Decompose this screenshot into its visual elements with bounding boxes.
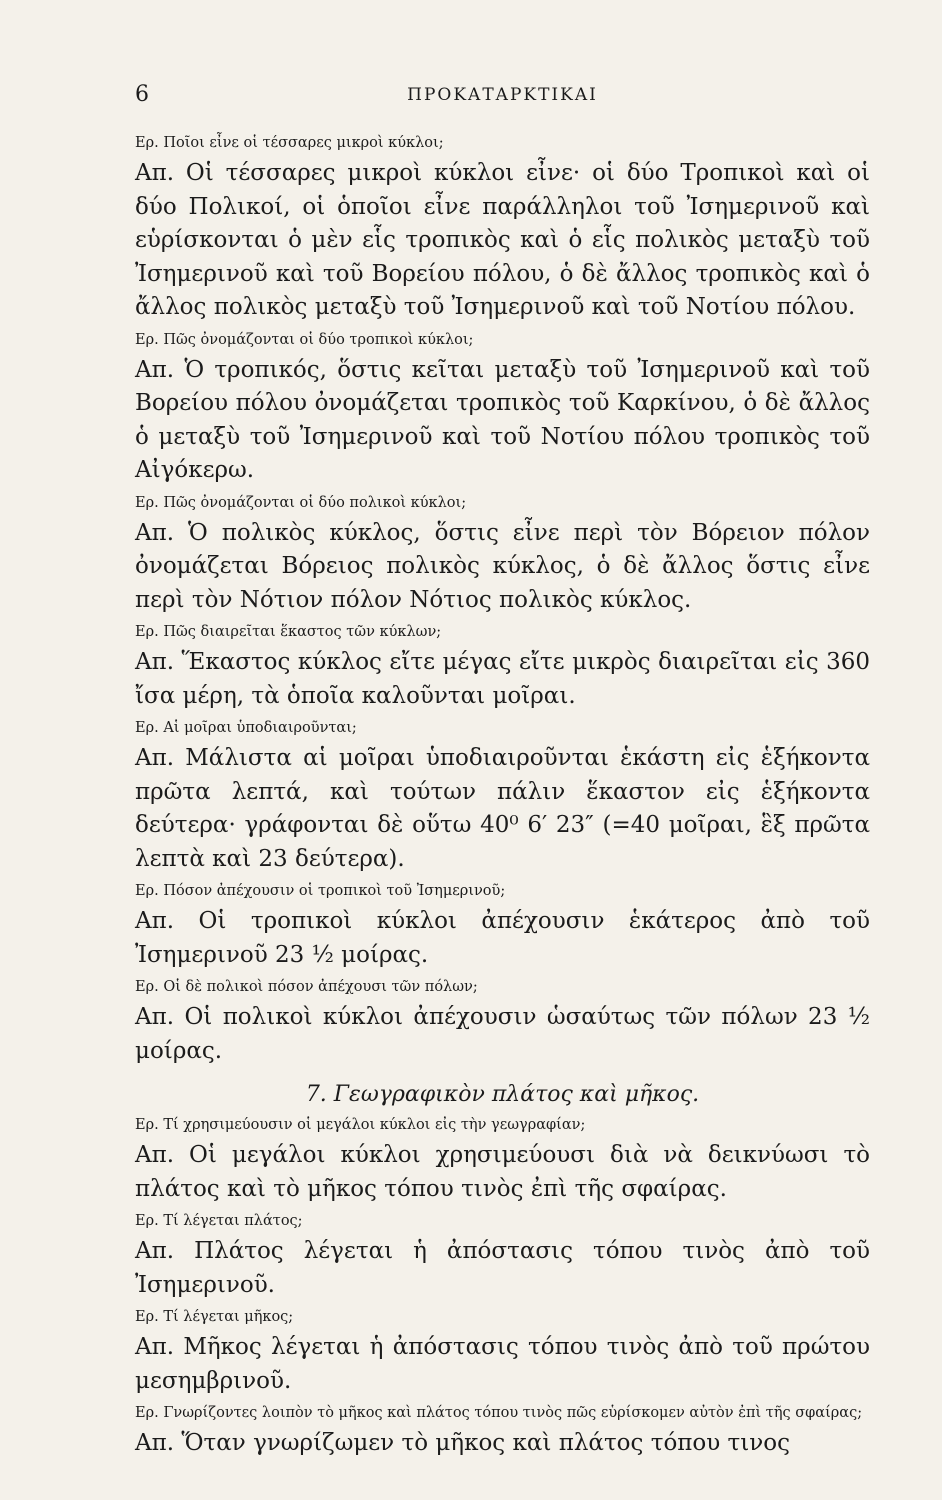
question: [135, 881, 870, 901]
running-head: ΠΡΟΚΑΤΑΡΚΤΙΚΑΙ: [407, 85, 598, 105]
answer: [135, 517, 870, 618]
question-label: Ερ.: [135, 883, 159, 899]
question-text: Αἱ μοῖραι ὑποδιαιροῦνται;: [163, 720, 357, 736]
answer-text: Οἱ τέσσαρες μικροὶ κύκλοι εἶνε· οἱ δύο Τροπικοὶ καὶ οἱ δύο Πολικοί, οἱ ὁποῖοι εἶνε παράλληλοι τοῦ Ἰσημερινοῦ καὶ εὑρίσκονται ὁ μὲν εἷς τροπικὸς καὶ ὁ εἷς πολικὸς μεταξὺ τοῦ Ἰσημερινοῦ καὶ τοῦ Βορείου πόλου, ὁ δὲ ἄλλος τροπικὸς καὶ ὁ ἄλλος πολικὸς μεταξὺ τοῦ Ἰσημερινοῦ καὶ τοῦ Νοτίου πόλου.: [135, 160, 870, 320]
answer-label: Απ.: [135, 356, 175, 383]
answer: [135, 1235, 870, 1302]
answer-text: Οἱ τροπικοὶ κύκλοι ἀπέχουσιν ἑκάτερος ἀπὸ τοῦ Ἰσημερινοῦ 23 ½ μοίρας.: [135, 908, 870, 968]
answer: [135, 1331, 870, 1398]
page-number: 6: [135, 82, 149, 107]
answer-label: Απ.: [135, 1004, 175, 1030]
question-label: Ερ.: [135, 1405, 159, 1421]
question-label: Ερ.: [135, 1213, 159, 1229]
question-text: Τί λέγεται πλάτος;: [163, 1213, 303, 1229]
question-label: Ερ.: [135, 720, 159, 736]
question-text: Πῶς ὀνομάζονται οἱ δύο πολικοὶ κύκλοι;: [163, 494, 467, 511]
answer: [135, 354, 870, 488]
answer-text: Ὅταν γνωρίζωμεν τὸ μῆκος καὶ πλάτος τόπου τινος: [181, 1430, 791, 1456]
answer-text: Ὁ τροπικός, ὅστις κεῖται μεταξὺ τοῦ Ἰσημερινοῦ καὶ τοῦ Βορείου πόλου ὀνομάζεται τροπικὸς τοῦ Καρκίνου, ὁ δὲ ἄλλος ὁ μεταξὺ τοῦ Ἰσημερινοῦ καὶ τοῦ Νοτίου πόλου τροπικὸς τοῦ Αἰγόκερω.: [135, 356, 870, 483]
question-text: Τί χρησιμεύουσιν οἱ μεγάλοι κύκλοι εἰς τὴν γεωγραφίαν;: [163, 1117, 586, 1133]
answer-text: Οἱ μεγάλοι κύκλοι χρησιμεύουσι διὰ νὰ δεικνύωσι τὸ πλάτος καὶ τὸ μῆκος τόπου τινὸς ἐπὶ τῆς σφαίρας.: [135, 1142, 871, 1202]
answer-label: Απ.: [135, 1430, 175, 1456]
answer: [135, 1001, 870, 1068]
question: [135, 622, 870, 642]
question: [135, 330, 870, 350]
answer-text: Οἱ πολικοὶ κύκλοι ἀπέχουσιν ὡσαύτως τῶν πόλων 23 ½ μοίρας.: [135, 1004, 870, 1064]
question: [135, 133, 870, 153]
question-text: Πῶς ὀνομάζονται οἱ δύο τροπικοὶ κύκλοι;: [163, 331, 474, 348]
question: [135, 718, 870, 738]
question-text: Ποῖοι εἶνε οἱ τέσσαρες μικροὶ κύκλοι;: [163, 135, 444, 151]
answer: [135, 905, 870, 972]
answer-text: Ὁ πολικὸς κύκλος, ὅστις εἶνε περὶ τὸν Βόρειον πόλον ὀνομάζεται Βόρειος πολικὸς κύκλος, ὁ δὲ ἄλλος ὅστις εἶνε περὶ τὸν Νότιον πόλον Νότιος πολικὸς κύκλος.: [135, 519, 871, 613]
page-body: [135, 128, 870, 1461]
question: [135, 1115, 870, 1135]
question-text: Οἱ δὲ πολικοὶ πόσον ἀπέχουσι τῶν πόλων;: [163, 979, 478, 995]
answer-text: Ἕκαστος κύκλος εἴτε μέγας εἴτε μικρὸς διαιρεῖται εἰς 360 ἴσα μέρη, τὰ ὁποῖα καλοῦνται μοῖραι.: [135, 649, 870, 709]
answer-label: Απ.: [135, 1334, 175, 1360]
answer-text: Μῆκος λέγεται ἡ ἀπόστασις τόπου τινὸς ἀπὸ τοῦ πρώτου μεσημβρινοῦ.: [135, 1334, 870, 1394]
question: [135, 1403, 870, 1423]
question-label: Ερ.: [135, 331, 159, 348]
section-heading-text: 7. Γεωγραφικὸν πλάτος καὶ μῆκος.: [305, 1082, 700, 1107]
question-text: Τί λέγεται μῆκος;: [163, 1309, 294, 1325]
answer-text: Μάλιστα αἱ μοῖραι ὑποδιαιροῦνται ἑκάστη εἰς ἑξήκοντα πρῶτα λεπτά, καὶ τούτων πάλιν ἕκαστον εἰς ἑξήκοντα δεύτερα· γράφονται δὲ οὕτω 40⁰ 6′ 23″ (=40 μοῖραι, ἓξ πρῶτα λεπτὰ καὶ 23 δεύτερα).: [135, 745, 870, 872]
question-text: Γνωρίζοντες λοιπὸν τὸ μῆκος καὶ πλάτος τόπου τινὸς πῶς εὑρίσκομεν αὐτὸν ἐπὶ τῆς σφαίρας;: [163, 1405, 863, 1421]
page-header: [135, 82, 870, 112]
question: [135, 493, 870, 513]
question-label: Ερ.: [135, 1117, 159, 1133]
question-label: Ερ.: [135, 624, 159, 640]
answer: [135, 742, 870, 876]
question-text: Πῶς διαιρεῖται ἕκαστος τῶν κύκλων;: [163, 624, 442, 640]
section-heading: [135, 1082, 870, 1107]
answer-text: Πλάτος λέγεται ἡ ἀπόστασις τόπου τινὸς ἀπὸ τοῦ Ἰσημερινοῦ.: [135, 1238, 871, 1298]
question: [135, 977, 870, 997]
question: [135, 1211, 870, 1231]
answer: [135, 157, 870, 325]
answer: [135, 1427, 870, 1461]
answer: [135, 646, 870, 713]
question-label: Ερ.: [135, 979, 159, 995]
answer-label: Απ.: [135, 519, 175, 546]
answer-label: Απ.: [135, 649, 175, 675]
question-label: Ερ.: [135, 1309, 159, 1325]
answer-label: Απ.: [135, 1238, 175, 1264]
answer: [135, 1139, 870, 1206]
question-label: Ερ.: [135, 135, 159, 151]
question-text: Πόσον ἀπέχουσιν οἱ τροπικοὶ τοῦ Ἰσημερινοῦ;: [163, 883, 506, 899]
answer-label: Απ.: [135, 160, 175, 186]
answer-label: Απ.: [135, 745, 175, 771]
answer-label: Απ.: [135, 1142, 175, 1168]
question-label: Ερ.: [135, 494, 159, 511]
question: [135, 1307, 870, 1327]
answer-label: Απ.: [135, 908, 175, 934]
